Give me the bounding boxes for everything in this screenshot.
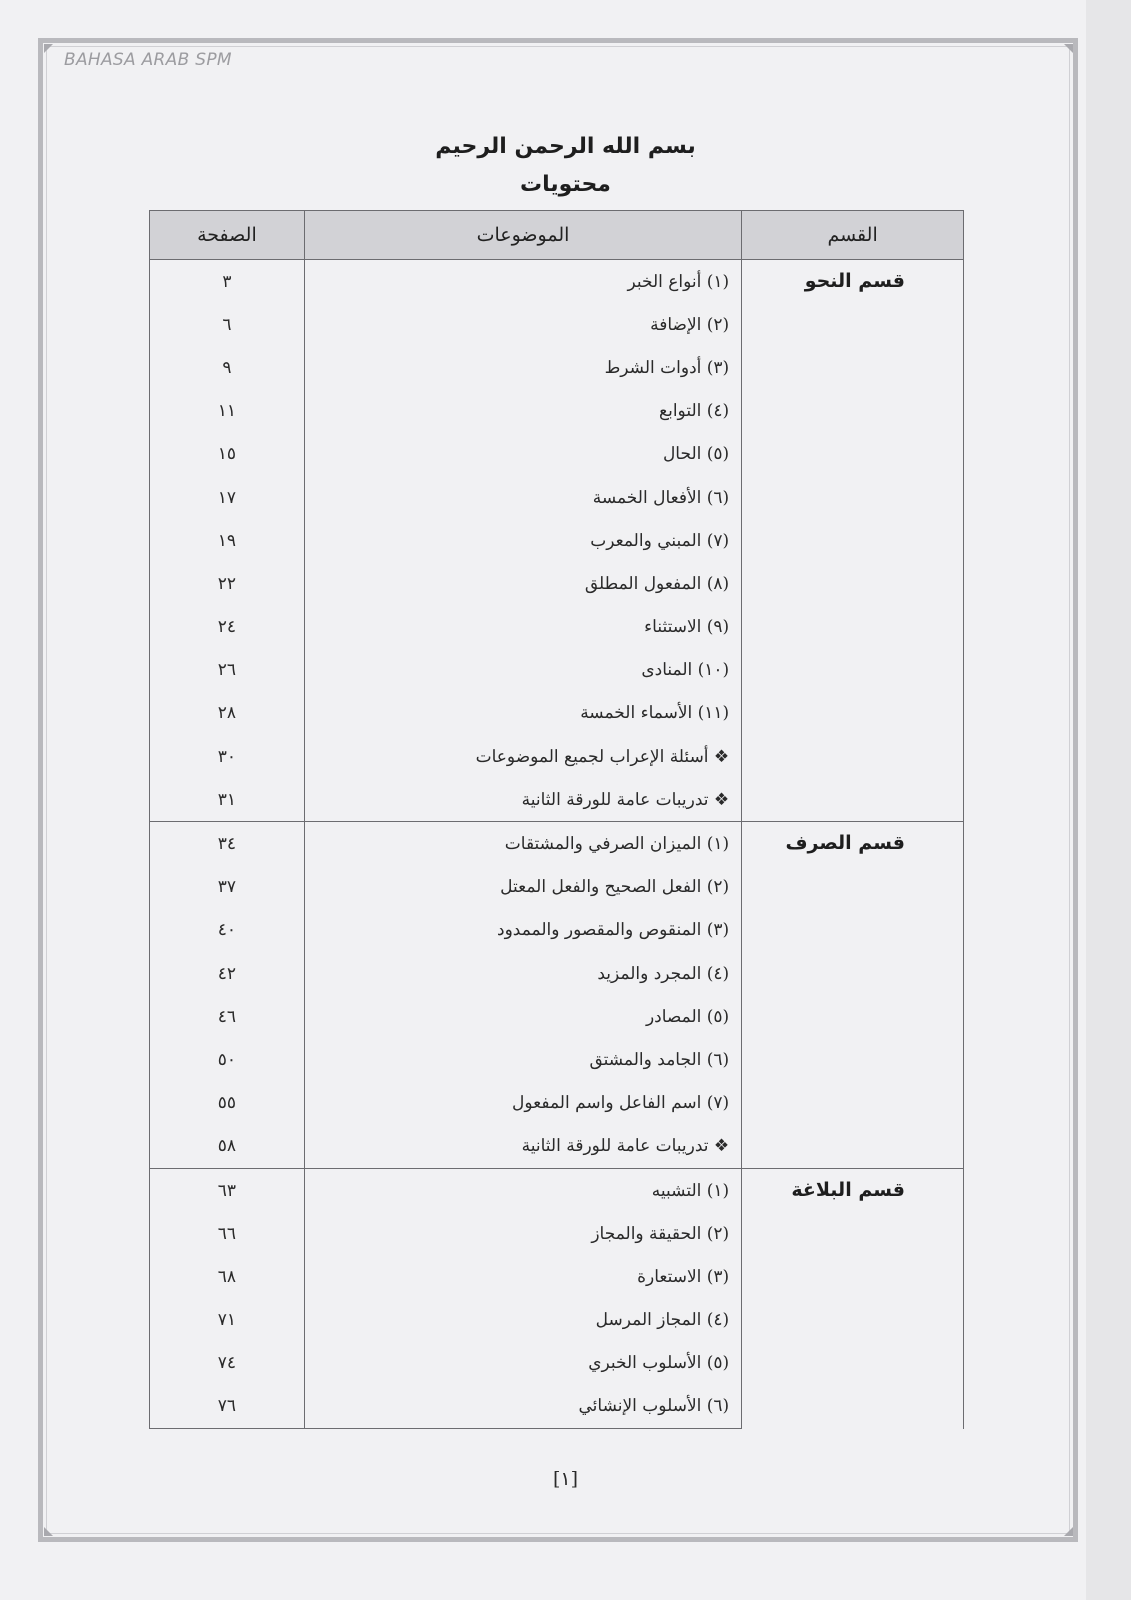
topic-page-number: ٦٣	[150, 1168, 305, 1212]
header-page: الصفحة	[150, 211, 305, 260]
topic-page-number: ٥٠	[150, 1038, 305, 1081]
topic-page-number: ١٩	[150, 519, 305, 562]
table-header-row	[150, 211, 964, 260]
header-topics: الموضوعات	[304, 211, 741, 260]
topic-page-number: ٦٦	[150, 1212, 305, 1255]
corner-ornament-top-left	[44, 44, 53, 53]
topic-title: (٤) المجاز المرسل	[304, 1299, 741, 1342]
page-title: محتويات	[520, 172, 611, 197]
topic-page-number: ٢٦	[150, 649, 305, 692]
topic-page-number: ٥٨	[150, 1125, 305, 1169]
topic-title: ❖ أسئلة الإعراب لجميع الموضوعات	[304, 735, 741, 778]
topic-title: (٥) الحال	[304, 433, 741, 476]
topic-title: (٢) الحقيقة والمجاز	[304, 1212, 741, 1255]
topic-title: (٧) المبني والمعرب	[304, 519, 741, 562]
section-name: قسم البلاغة	[742, 1168, 964, 1428]
topic-page-number: ٧٦	[150, 1385, 305, 1429]
topic-title: (٢) الإضافة	[304, 303, 741, 346]
topic-page-number: ٢٤	[150, 606, 305, 649]
topic-page-number: ٧٤	[150, 1342, 305, 1385]
topic-title: (٣) المنقوص والمقصور والممدود	[304, 909, 741, 952]
topic-title: (١١) الأسماء الخمسة	[304, 692, 741, 735]
topic-page-number: ٥٥	[150, 1082, 305, 1125]
topic-page-number: ٢٢	[150, 562, 305, 605]
topic-title: (١) الميزان الصرفي والمشتقات	[304, 822, 741, 866]
topic-page-number: ٤٢	[150, 952, 305, 995]
header-section: القسم	[742, 211, 964, 260]
section-name: قسم الصرف	[742, 822, 964, 1169]
topic-page-number: ١١	[150, 390, 305, 433]
topic-title: (٤) التوابع	[304, 390, 741, 433]
topic-title: (٦) الأفعال الخمسة	[304, 476, 741, 519]
topic-page-number: ٣١	[150, 778, 305, 822]
topic-title: (١) أنواع الخبر	[304, 260, 741, 304]
topic-page-number: ٣٧	[150, 866, 305, 909]
topic-title: (٦) الأسلوب الإنشائي	[304, 1385, 741, 1429]
topic-title: (٥) الأسلوب الخبري	[304, 1342, 741, 1385]
topic-page-number: ٩	[150, 346, 305, 389]
table-row	[150, 822, 964, 866]
contents-table	[149, 210, 964, 1429]
topic-title: ❖ تدريبات عامة للورقة الثانية	[304, 778, 741, 822]
page-number: [١]	[552, 1468, 579, 1490]
contents-table-body	[150, 260, 964, 1429]
topic-title: (٦) الجامد والمشتق	[304, 1038, 741, 1081]
topic-title: (٣) أدوات الشرط	[304, 346, 741, 389]
topic-title: (١٠) المنادى	[304, 649, 741, 692]
topic-title: (٢) الفعل الصحيح والفعل المعتل	[304, 866, 741, 909]
table-row	[150, 1168, 964, 1212]
topic-title: (٥) المصادر	[304, 995, 741, 1038]
topic-title: (٣) الاستعارة	[304, 1255, 741, 1298]
corner-ornament-top-right	[1064, 44, 1073, 53]
basmala: بسم الله الرحمن الرحيم	[435, 134, 696, 159]
table-row	[150, 260, 964, 304]
topic-page-number: ٤٠	[150, 909, 305, 952]
topic-page-number: ١٥	[150, 433, 305, 476]
topic-page-number: ٦٨	[150, 1255, 305, 1298]
topic-page-number: ٣	[150, 260, 305, 304]
topic-page-number: ٤٦	[150, 995, 305, 1038]
topic-page-number: ٧١	[150, 1299, 305, 1342]
topic-page-number: ٣٤	[150, 822, 305, 866]
topic-title: (٤) المجرد والمزيد	[304, 952, 741, 995]
topic-title: ❖ تدريبات عامة للورقة الثانية	[304, 1125, 741, 1169]
topic-page-number: ٢٨	[150, 692, 305, 735]
page-edge-shadow	[1086, 0, 1131, 1600]
corner-ornament-bottom-left	[44, 1527, 53, 1536]
topic-page-number: ٦	[150, 303, 305, 346]
topic-title: (٨) المفعول المطلق	[304, 562, 741, 605]
topic-title: (٧) اسم الفاعل واسم المفعول	[304, 1082, 741, 1125]
topic-page-number: ١٧	[150, 476, 305, 519]
topic-page-number: ٣٠	[150, 735, 305, 778]
header-label: BAHASA ARAB SPM	[64, 50, 232, 70]
corner-ornament-bottom-right	[1064, 1527, 1073, 1536]
section-name: قسم النحو	[742, 260, 964, 822]
topic-title: (١) التشبيه	[304, 1168, 741, 1212]
topic-title: (٩) الاستثناء	[304, 606, 741, 649]
